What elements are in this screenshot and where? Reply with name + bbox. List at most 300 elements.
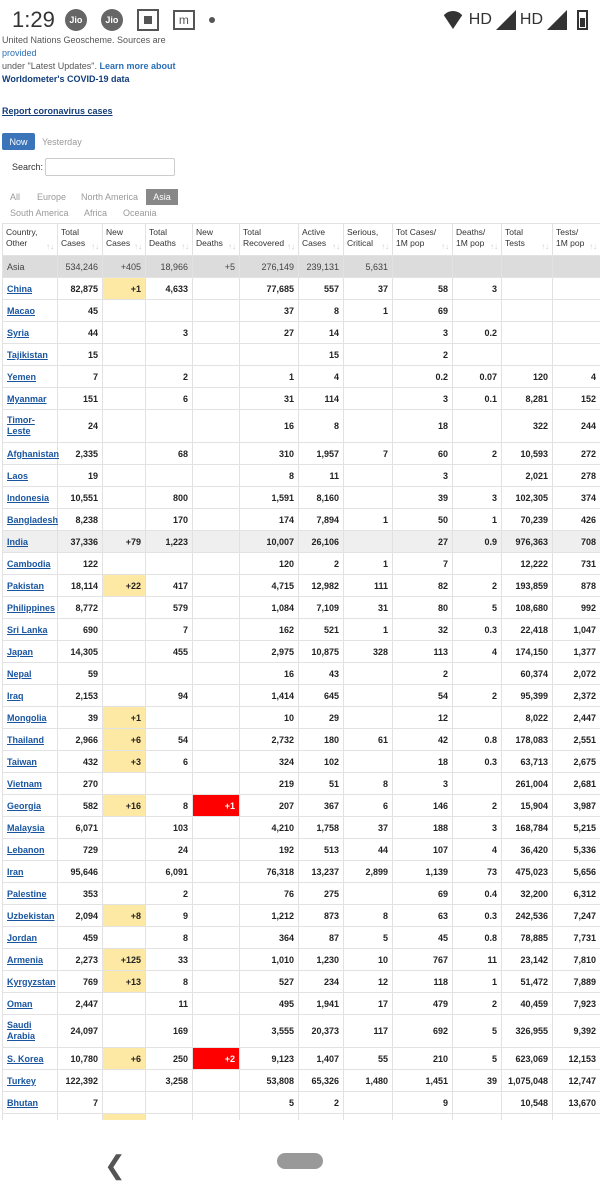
table-cell: 367 (299, 795, 344, 817)
table-cell (502, 322, 553, 344)
table-header-row (3, 224, 600, 256)
table-cell: 234 (299, 971, 344, 993)
table-cell (344, 883, 393, 905)
table-cell: 1 (453, 971, 502, 993)
table-cell: 1,377 (553, 641, 600, 663)
column-header[interactable] (502, 224, 553, 256)
table-cell: 8 (146, 927, 193, 949)
table-cell: 33 (146, 949, 193, 971)
table-cell (103, 839, 146, 861)
learn-more-link[interactable]: Learn more about (99, 61, 176, 71)
country-link[interactable]: Bhutan (3, 1092, 58, 1114)
country-link[interactable]: Yemen (3, 366, 58, 388)
table-row (3, 1070, 600, 1092)
table-cell: 276,149 (240, 256, 299, 278)
country-link[interactable]: Sri Lanka (3, 619, 58, 641)
table-cell: 2,966 (58, 729, 103, 751)
column-header-line2: Other (6, 238, 28, 248)
table-cell: 82,875 (58, 278, 103, 300)
table-cell: 20,373 (299, 1015, 344, 1048)
table-cell: 3 (393, 773, 453, 795)
column-header[interactable] (553, 224, 600, 256)
country-link[interactable]: S. Korea (3, 1048, 58, 1070)
table-cell: 6 (344, 795, 393, 817)
table-cell: 95,646 (58, 861, 103, 883)
table-cell: 174,150 (502, 641, 553, 663)
table-cell: 18,966 (146, 256, 193, 278)
signal-icon (496, 10, 516, 30)
table-row (3, 531, 600, 553)
table-row (3, 861, 600, 883)
table-cell: 18,114 (58, 575, 103, 597)
country-link[interactable]: Pakistan (3, 575, 58, 597)
table-cell: 557 (299, 278, 344, 300)
table-row (3, 300, 600, 322)
column-header[interactable] (393, 224, 453, 256)
table-cell: 272 (553, 443, 600, 465)
table-row (3, 1048, 600, 1070)
table-cell: 95,399 (502, 685, 553, 707)
table-cell (146, 410, 193, 443)
table-cell: 5 (240, 1092, 299, 1114)
table-cell (193, 531, 240, 553)
table-cell: 17 (344, 993, 393, 1015)
table-cell: 55 (344, 1048, 393, 1070)
table-cell: 8 (146, 795, 193, 817)
table-cell (502, 256, 553, 278)
table-cell: 36,420 (502, 839, 553, 861)
table-row (3, 751, 600, 773)
table-cell: 18 (393, 751, 453, 773)
table-cell: 3 (146, 322, 193, 344)
table-cell: 9,123 (240, 1048, 299, 1070)
table-cell: 80 (393, 597, 453, 619)
table-cell: 120 (502, 366, 553, 388)
country-link[interactable]: Philippines (3, 597, 58, 619)
yesterday-button[interactable]: Yesterday (42, 136, 82, 147)
table-cell: 0.07 (453, 366, 502, 388)
table-cell (193, 949, 240, 971)
table-cell (193, 410, 240, 443)
table-cell: 11 (453, 949, 502, 971)
country-link[interactable]: Kyrgyzstan (3, 971, 58, 993)
table-cell (193, 575, 240, 597)
report-cases-link[interactable]: Report coronavirus cases (2, 106, 113, 116)
table-cell: 976,363 (502, 531, 553, 553)
table-cell: 37 (344, 817, 393, 839)
country-link[interactable]: Palestine (3, 883, 58, 905)
table-cell: 114 (299, 388, 344, 410)
column-header[interactable] (344, 224, 393, 256)
country-link[interactable]: Turkey (3, 1070, 58, 1092)
table-cell: +1 (103, 278, 146, 300)
table-row (3, 509, 600, 531)
table-cell: 15,904 (502, 795, 553, 817)
worldometer-data-link[interactable]: Worldometer's COVID-19 data (2, 74, 130, 84)
column-header-line2: Cases (106, 238, 131, 248)
table-cell: 7,889 (553, 971, 600, 993)
table-cell: 111 (344, 575, 393, 597)
table-cell: 69 (393, 300, 453, 322)
country-link[interactable]: Georgia (3, 795, 58, 817)
table-cell: 0.3 (453, 751, 502, 773)
table-cell (344, 531, 393, 553)
sort-icon[interactable]: ↑↓ (490, 242, 498, 251)
table-cell: 324 (240, 751, 299, 773)
column-header-line2: 1M pop (396, 238, 425, 248)
table-cell (193, 773, 240, 795)
table-cell: 24 (146, 839, 193, 861)
table-cell: 2,372 (553, 685, 600, 707)
hd-label-1: HD (468, 11, 492, 28)
table-cell: 13,670 (553, 1092, 600, 1114)
table-cell: 44 (58, 322, 103, 344)
table-cell: 534,246 (58, 256, 103, 278)
table-cell: 7 (344, 443, 393, 465)
table-cell (453, 344, 502, 366)
region-tab-all[interactable]: All (10, 192, 21, 202)
table-cell: 992 (553, 597, 600, 619)
android-nav-bar (0, 1120, 600, 1200)
table-cell: 0.8 (453, 729, 502, 751)
table-cell (344, 410, 393, 443)
search-label: Search: (12, 162, 44, 172)
table-cell: 87 (299, 927, 344, 949)
table-cell: 207 (240, 795, 299, 817)
sort-icon[interactable]: ↑↓ (287, 242, 295, 251)
table-cell: 521 (299, 619, 344, 641)
table-cell: 4,633 (146, 278, 193, 300)
column-header-line1: Active (302, 227, 326, 237)
table-cell: +1 (103, 707, 146, 729)
sort-icon[interactable]: ↑↓ (134, 242, 142, 251)
sort-icon[interactable]: ↑↓ (589, 242, 597, 251)
table-cell: 353 (58, 883, 103, 905)
table-cell (193, 751, 240, 773)
table-row (3, 795, 600, 817)
table-row (3, 344, 600, 366)
table-cell: 2,681 (553, 773, 600, 795)
table-cell: 94 (146, 685, 193, 707)
table-cell: 8 (146, 971, 193, 993)
table-row (3, 971, 600, 993)
table-cell: 24 (58, 410, 103, 443)
table-cell: 37,336 (58, 531, 103, 553)
table-cell: 1,139 (393, 861, 453, 883)
table-cell: 70,239 (502, 509, 553, 531)
table-cell: 103 (146, 817, 193, 839)
country-link[interactable]: Nepal (3, 663, 58, 685)
table-cell: 239,131 (299, 256, 344, 278)
sort-icon[interactable]: ↑↓ (381, 242, 389, 251)
region-tab-africa[interactable]: Africa (84, 208, 108, 218)
table-row (3, 388, 600, 410)
table-cell (103, 1070, 146, 1092)
country-link[interactable]: Syria (3, 322, 58, 344)
table-cell: 9 (393, 1092, 453, 1114)
sort-icon[interactable]: ↑↓ (228, 242, 236, 251)
table-cell (103, 619, 146, 641)
sort-icon[interactable]: ↑↓ (332, 242, 340, 251)
table-cell (193, 388, 240, 410)
table-cell: 1,084 (240, 597, 299, 619)
table-cell: 73 (453, 861, 502, 883)
table-cell (553, 278, 600, 300)
sort-icon[interactable]: ↑↓ (441, 242, 449, 251)
table-cell: 455 (146, 641, 193, 663)
table-cell: 31 (240, 388, 299, 410)
intro-line1: United Nations Geoscheme. Sources are (2, 35, 166, 45)
table-cell (193, 619, 240, 641)
table-cell: 16 (240, 663, 299, 685)
country-link[interactable]: Afghanistan (3, 443, 58, 465)
table-cell (193, 465, 240, 487)
column-header[interactable] (3, 224, 58, 256)
sort-icon[interactable]: ↑↓ (541, 242, 549, 251)
table-cell (453, 553, 502, 575)
column-header-line1: Total (149, 227, 167, 237)
table-cell: 69 (393, 883, 453, 905)
table-row (3, 1015, 600, 1048)
table-cell: 3 (453, 487, 502, 509)
table-cell: 4 (553, 366, 600, 388)
table-cell: +13 (103, 971, 146, 993)
table-cell: 6,312 (553, 883, 600, 905)
country-link[interactable]: Thailand (3, 729, 58, 751)
table-cell: 2,447 (553, 707, 600, 729)
table-cell: 769 (58, 971, 103, 993)
region-tab-oceania[interactable]: Oceania (123, 208, 157, 218)
table-cell (146, 553, 193, 575)
table-cell (103, 388, 146, 410)
table-cell (103, 553, 146, 575)
table-cell: 878 (553, 575, 600, 597)
country-link[interactable]: Oman (3, 993, 58, 1015)
column-header-line1: Serious, (347, 227, 379, 237)
provided-link[interactable]: provided (2, 48, 37, 58)
country-link[interactable]: Saudi Arabia (3, 1015, 58, 1048)
table-cell: 4 (453, 641, 502, 663)
table-cell: 2 (453, 575, 502, 597)
table-cell: 210 (393, 1048, 453, 1070)
table-cell (344, 707, 393, 729)
table-cell (146, 773, 193, 795)
table-cell: 322 (502, 410, 553, 443)
table-cell: 18 (393, 410, 453, 443)
table-cell: 193,859 (502, 575, 553, 597)
table-cell: 2 (393, 344, 453, 366)
table-cell (193, 641, 240, 663)
table-cell (103, 861, 146, 883)
back-icon[interactable]: ❮ (104, 1150, 126, 1180)
table-cell: 729 (58, 839, 103, 861)
sort-icon[interactable]: ↑↓ (46, 242, 54, 251)
column-header[interactable] (453, 224, 502, 256)
table-cell (193, 366, 240, 388)
table-cell: 5,215 (553, 817, 600, 839)
table-cell: 479 (393, 993, 453, 1015)
column-header-line2: Deaths (149, 238, 176, 248)
table-cell: 122,392 (58, 1070, 103, 1092)
table-cell: 2,447 (58, 993, 103, 1015)
table-cell: 10,593 (502, 443, 553, 465)
table-row (3, 487, 600, 509)
table-row (3, 443, 600, 465)
table-cell: 3,987 (553, 795, 600, 817)
table-cell: 3,555 (240, 1015, 299, 1048)
table-cell: 1,223 (146, 531, 193, 553)
column-header[interactable] (58, 224, 103, 256)
region-tab-south-america[interactable]: South America (10, 208, 69, 218)
column-header[interactable] (146, 224, 193, 256)
table-cell: 2,335 (58, 443, 103, 465)
table-cell (103, 300, 146, 322)
country-link[interactable]: Myanmar (3, 388, 58, 410)
table-cell (103, 509, 146, 531)
country-link[interactable]: Tajikistan (3, 344, 58, 366)
table-cell (146, 1092, 193, 1114)
table-cell: 8 (299, 410, 344, 443)
table-cell: 708 (553, 531, 600, 553)
column-header-line2: Cases (302, 238, 327, 248)
table-cell: 2 (453, 443, 502, 465)
sort-icon[interactable]: ↑↓ (181, 242, 189, 251)
table-cell (553, 344, 600, 366)
country-link[interactable]: Japan (3, 641, 58, 663)
table-cell (103, 1015, 146, 1048)
table-cell: 43 (299, 663, 344, 685)
column-header-line1: New (196, 227, 214, 237)
table-cell: 426 (553, 509, 600, 531)
table-cell: 513 (299, 839, 344, 861)
table-cell: 22,418 (502, 619, 553, 641)
table-cell (146, 707, 193, 729)
table-cell (146, 300, 193, 322)
table-cell: 188 (393, 817, 453, 839)
table-cell (502, 344, 553, 366)
search-input[interactable] (45, 158, 175, 176)
table-cell: 364 (240, 927, 299, 949)
table-cell: 1,451 (393, 1070, 453, 1092)
table-cell: 10 (344, 949, 393, 971)
table-cell: 1,407 (299, 1048, 344, 1070)
country-link[interactable]: India (3, 531, 58, 553)
table-cell: 146 (393, 795, 453, 817)
country-link[interactable]: Laos (3, 465, 58, 487)
home-pill-icon[interactable] (277, 1153, 323, 1169)
table-cell: +1 (193, 795, 240, 817)
country-link[interactable]: Lebanon (3, 839, 58, 861)
table-cell: +125 (103, 949, 146, 971)
table-cell (453, 1092, 502, 1114)
country-link[interactable]: Indonesia (3, 487, 58, 509)
table-cell: 82 (393, 575, 453, 597)
column-header[interactable] (193, 224, 240, 256)
sort-icon[interactable]: ↑↓ (91, 242, 99, 251)
region-tab-asia[interactable]: Asia (146, 189, 178, 205)
table-cell: 5,336 (553, 839, 600, 861)
table-cell: 8,281 (502, 388, 553, 410)
table-cell: 0.3 (453, 619, 502, 641)
country-link[interactable]: China (3, 278, 58, 300)
country-link[interactable]: Malaysia (3, 817, 58, 839)
table-cell: 12 (393, 707, 453, 729)
table-cell (453, 465, 502, 487)
table-cell: 3 (453, 278, 502, 300)
table-cell: 7,810 (553, 949, 600, 971)
table-cell: 63,713 (502, 751, 553, 773)
table-cell: 15 (299, 344, 344, 366)
table-cell: 2,732 (240, 729, 299, 751)
table-cell (103, 597, 146, 619)
table-cell: 32,200 (502, 883, 553, 905)
country-link[interactable]: Jordan (3, 927, 58, 949)
table-cell: 7,894 (299, 509, 344, 531)
country-link[interactable]: Bangladesh (3, 509, 58, 531)
table-cell: 10,875 (299, 641, 344, 663)
table-cell (193, 597, 240, 619)
country-link[interactable]: Cambodia (3, 553, 58, 575)
region-tab-north-america[interactable]: North America (81, 192, 139, 202)
table-cell: 7,731 (553, 927, 600, 949)
table-cell: 2 (453, 685, 502, 707)
table-cell: 5 (453, 597, 502, 619)
table-cell: +8 (103, 905, 146, 927)
country-link[interactable]: Uzbekistan (3, 905, 58, 927)
country-link[interactable]: Timor-Leste (3, 410, 58, 443)
table-cell: 579 (146, 597, 193, 619)
table-cell: 495 (240, 993, 299, 1015)
table-row (3, 619, 600, 641)
country-link[interactable]: Vietnam (3, 773, 58, 795)
column-header[interactable] (240, 224, 299, 256)
table-cell: 178,083 (502, 729, 553, 751)
table-cell: 39 (453, 1070, 502, 1092)
table-cell: 50 (393, 509, 453, 531)
column-header[interactable] (299, 224, 344, 256)
table-cell (193, 553, 240, 575)
country-link[interactable]: Taiwan (3, 751, 58, 773)
table-cell (103, 322, 146, 344)
table-cell: 10,007 (240, 531, 299, 553)
table-cell: 169 (146, 1015, 193, 1048)
table-cell (193, 971, 240, 993)
country-link[interactable]: Iran (3, 861, 58, 883)
table-cell: 1 (240, 366, 299, 388)
table-cell: 275 (299, 883, 344, 905)
table-cell: 8,160 (299, 487, 344, 509)
country-link[interactable]: Mongolia (3, 707, 58, 729)
table-cell (453, 256, 502, 278)
country-link[interactable]: Armenia (3, 949, 58, 971)
table-cell: 3,258 (146, 1070, 193, 1092)
country-link[interactable]: Iraq (3, 685, 58, 707)
table-cell: 6 (146, 388, 193, 410)
column-header[interactable] (103, 224, 146, 256)
table-cell: 68 (146, 443, 193, 465)
country-link[interactable]: Macao (3, 300, 58, 322)
column-header-line2: Recovered (243, 238, 285, 248)
column-header-line2: Tests (505, 238, 525, 248)
table-cell: 6,071 (58, 817, 103, 839)
column-header-line2: 1M pop (456, 238, 485, 248)
region-tab-europe[interactable]: Europe (37, 192, 67, 202)
now-button[interactable]: Now (2, 133, 35, 150)
table-cell: 31 (344, 597, 393, 619)
intro-line2: under "Latest Updates". (2, 61, 97, 71)
column-header-line1: Tot Cases/ (396, 227, 437, 237)
table-cell: 278 (553, 465, 600, 487)
